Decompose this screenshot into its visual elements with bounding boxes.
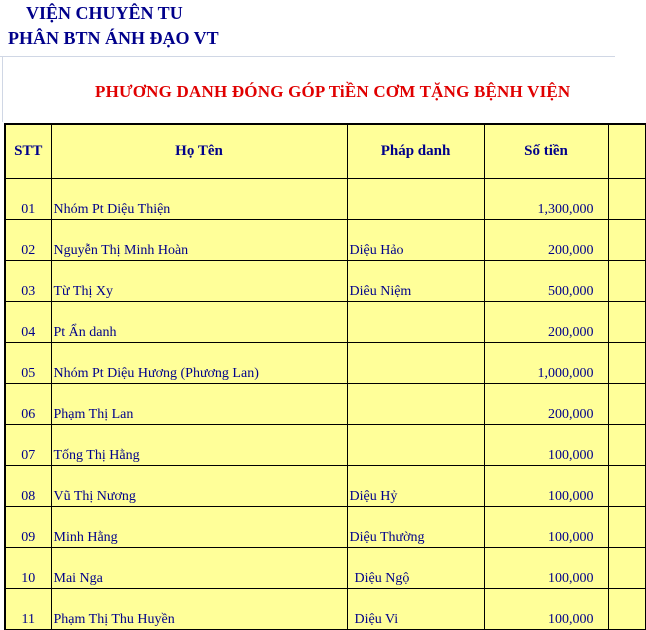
cell-name[interactable]: Nguyễn Thị Minh Hoàn bbox=[51, 220, 347, 261]
cell-extra[interactable] bbox=[608, 343, 645, 384]
cell-extra[interactable] bbox=[608, 507, 645, 548]
cell-name[interactable]: Minh Hằng bbox=[51, 507, 347, 548]
cell-dharma-name[interactable] bbox=[347, 384, 484, 425]
cell-name[interactable]: Pt Ẩn danh bbox=[51, 302, 347, 343]
cell-dharma-name[interactable]: Diệu Hảo bbox=[347, 220, 484, 261]
column-header-amount[interactable]: Số tiền bbox=[484, 124, 608, 179]
cell-stt[interactable]: 07 bbox=[5, 425, 51, 466]
cell-stt[interactable]: 04 bbox=[5, 302, 51, 343]
sheet-gridline bbox=[0, 56, 615, 57]
cell-name[interactable]: Vũ Thị Nương bbox=[51, 466, 347, 507]
cell-dharma-name[interactable]: Diêu Niệm bbox=[347, 261, 484, 302]
table-row bbox=[5, 507, 645, 548]
cell-name[interactable]: Nhóm Pt Diệu Thiện bbox=[51, 179, 347, 220]
cell-amount[interactable]: 100,000 bbox=[484, 466, 608, 507]
cell-stt[interactable]: 06 bbox=[5, 384, 51, 425]
cell-extra[interactable] bbox=[608, 384, 645, 425]
donation-table-container bbox=[4, 123, 615, 627]
donation-table bbox=[4, 123, 646, 630]
cell-dharma-name[interactable] bbox=[347, 425, 484, 466]
cell-amount[interactable]: 1,000,000 bbox=[484, 343, 608, 384]
cell-name[interactable]: Phạm Thị Lan bbox=[51, 384, 347, 425]
cell-dharma-name[interactable] bbox=[347, 302, 484, 343]
column-header-name[interactable]: Họ Tên bbox=[51, 124, 347, 179]
cell-dharma-name[interactable]: Diệu Thường bbox=[347, 507, 484, 548]
cell-name[interactable]: Phạm Thị Thu Huyền bbox=[51, 589, 347, 630]
cell-amount[interactable]: 100,000 bbox=[484, 548, 608, 589]
cell-stt[interactable]: 10 bbox=[5, 548, 51, 589]
cell-name[interactable]: Tống Thị Hằng bbox=[51, 425, 347, 466]
cell-dharma-name[interactable]: Diệu Hỷ bbox=[347, 466, 484, 507]
cell-dharma-name[interactable] bbox=[347, 179, 484, 220]
cell-stt[interactable]: 03 bbox=[5, 261, 51, 302]
cell-stt[interactable]: 05 bbox=[5, 343, 51, 384]
cell-amount[interactable]: 100,000 bbox=[484, 425, 608, 466]
document-header bbox=[0, 0, 615, 58]
cell-stt[interactable]: 01 bbox=[5, 179, 51, 220]
cell-extra[interactable] bbox=[608, 302, 645, 343]
table-row bbox=[5, 302, 645, 343]
cell-stt[interactable]: 08 bbox=[5, 466, 51, 507]
table-row bbox=[5, 261, 645, 302]
table-row bbox=[5, 343, 645, 384]
cell-amount[interactable]: 500,000 bbox=[484, 261, 608, 302]
cell-amount[interactable]: 200,000 bbox=[484, 220, 608, 261]
cell-amount[interactable]: 100,000 bbox=[484, 589, 608, 630]
table-row bbox=[5, 466, 645, 507]
cell-extra[interactable] bbox=[608, 179, 645, 220]
cell-dharma-name[interactable]: Diệu Vi bbox=[347, 589, 484, 630]
cell-extra[interactable] bbox=[608, 261, 645, 302]
cell-stt[interactable]: 11 bbox=[5, 589, 51, 630]
org-name-line1: VIỆN CHUYÊN TU bbox=[26, 3, 183, 23]
cell-dharma-name[interactable]: Diệu Ngộ bbox=[347, 548, 484, 589]
table-row bbox=[5, 384, 645, 425]
column-header-stt[interactable]: STT bbox=[5, 124, 51, 179]
sheet-gridline bbox=[2, 56, 3, 122]
cell-amount[interactable]: 200,000 bbox=[484, 384, 608, 425]
table-row bbox=[5, 548, 645, 589]
org-name-line2: PHÂN BTN ÁNH ĐẠO VT bbox=[8, 28, 219, 48]
cell-amount[interactable]: 200,000 bbox=[484, 302, 608, 343]
cell-amount[interactable]: 100,000 bbox=[484, 507, 608, 548]
cell-dharma-name[interactable] bbox=[347, 343, 484, 384]
table-row bbox=[5, 220, 645, 261]
cell-name[interactable]: Nhóm Pt Diệu Hương (Phương Lan) bbox=[51, 343, 347, 384]
column-header-extra[interactable] bbox=[608, 124, 645, 179]
cell-stt[interactable]: 02 bbox=[5, 220, 51, 261]
table-header-row bbox=[5, 124, 645, 179]
cell-extra[interactable] bbox=[608, 548, 645, 589]
cell-name[interactable]: Mai Nga bbox=[51, 548, 347, 589]
cell-extra[interactable] bbox=[608, 589, 645, 630]
cell-name[interactable]: Từ Thị Xy bbox=[51, 261, 347, 302]
column-header-dharma-name[interactable]: Pháp danh bbox=[347, 124, 484, 179]
cell-extra[interactable] bbox=[608, 466, 645, 507]
cell-extra[interactable] bbox=[608, 220, 645, 261]
cell-stt[interactable]: 09 bbox=[5, 507, 51, 548]
table-row bbox=[5, 425, 645, 466]
cell-extra[interactable] bbox=[608, 425, 645, 466]
document-title: PHƯƠNG DANH ĐÓNG GÓP TiỀN CƠM TẶNG BỆNH VIỆN bbox=[95, 82, 571, 101]
table-row bbox=[5, 179, 645, 220]
cell-amount[interactable]: 1,300,000 bbox=[484, 179, 608, 220]
table-row bbox=[5, 589, 645, 630]
